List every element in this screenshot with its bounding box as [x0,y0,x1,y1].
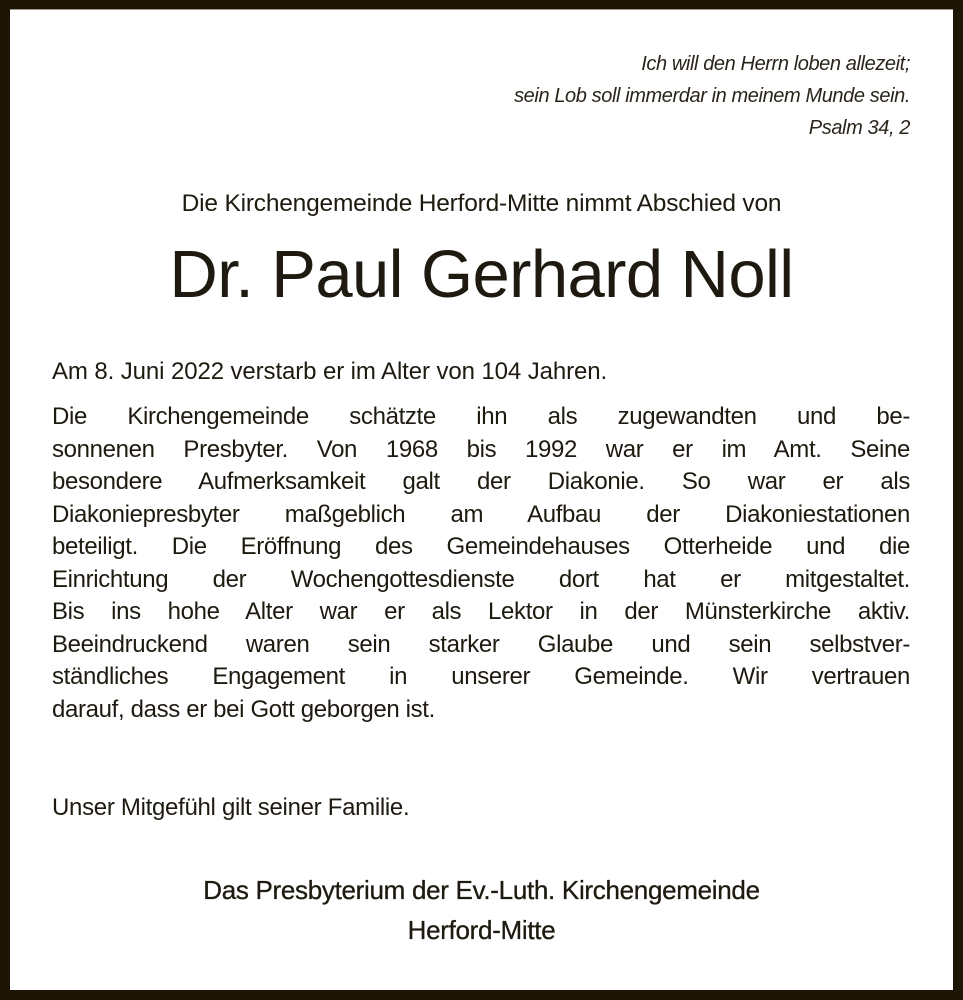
condolence-text: Unser Mitgefühl gilt seiner Familie. [52,794,410,821]
quote-source: Psalm 34, 2 [808,117,910,139]
quote-line: sein Lob soll immerdar in meinem Munde sein. [514,85,910,107]
frame-inner-line [10,9,953,10]
signature-line: Das Presbyterium der Ev.-Luth. Kirchengemeinde [203,875,760,905]
signature-line: Herford-Mitte [407,915,556,945]
bible-quote [310,48,910,144]
death-notice: Am 8. Juni 2022 verstarb er im Alter von 104 Jahren. [52,358,608,385]
paragraph-line: besondere Aufmerksamkeit galt der Diakonie. So war er als [52,468,910,495]
paragraph-line: Einrichtung der Wochengottesdienste dort hat er mitgestaltet. [52,565,910,593]
intro-text: Die Kirchengemeinde Herford-Mitte nimmt Abschied von [181,190,782,217]
paragraph-line: darauf, dass er bei Gott geborgen ist. [52,695,435,723]
signature [0,870,963,950]
paragraph-line: beteiligt. Die Eröffnung des Gemeindehauses Otterheide und die [52,533,910,560]
paragraph-line: Diakoniepresbyter maßgeblich am Aufbau der Diakoniestationen [52,500,910,528]
paragraph-line: sonnenen Presbyter. Von 1968 bis 1992 war er im Amt. Seine [52,435,910,463]
paragraph-line: Bis ins hohe Alter war er als Lektor in der Münsterkirche aktiv. [52,598,910,625]
paragraph-line: ständliches Engagement in unserer Gemeinde. Wir vertrauen [52,663,910,690]
tribute-paragraph [52,401,910,726]
quote-line: Ich will den Herrn loben allezeit; [641,53,910,75]
deceased-name: Dr. Paul Gerhard Noll [169,237,794,312]
paragraph-line: Beeindruckend waren sein starker Glaube und sein selbstver- [52,630,910,658]
paragraph-line: Die Kirchengemeinde schätzte ihn als zugewandten und be- [52,403,910,430]
